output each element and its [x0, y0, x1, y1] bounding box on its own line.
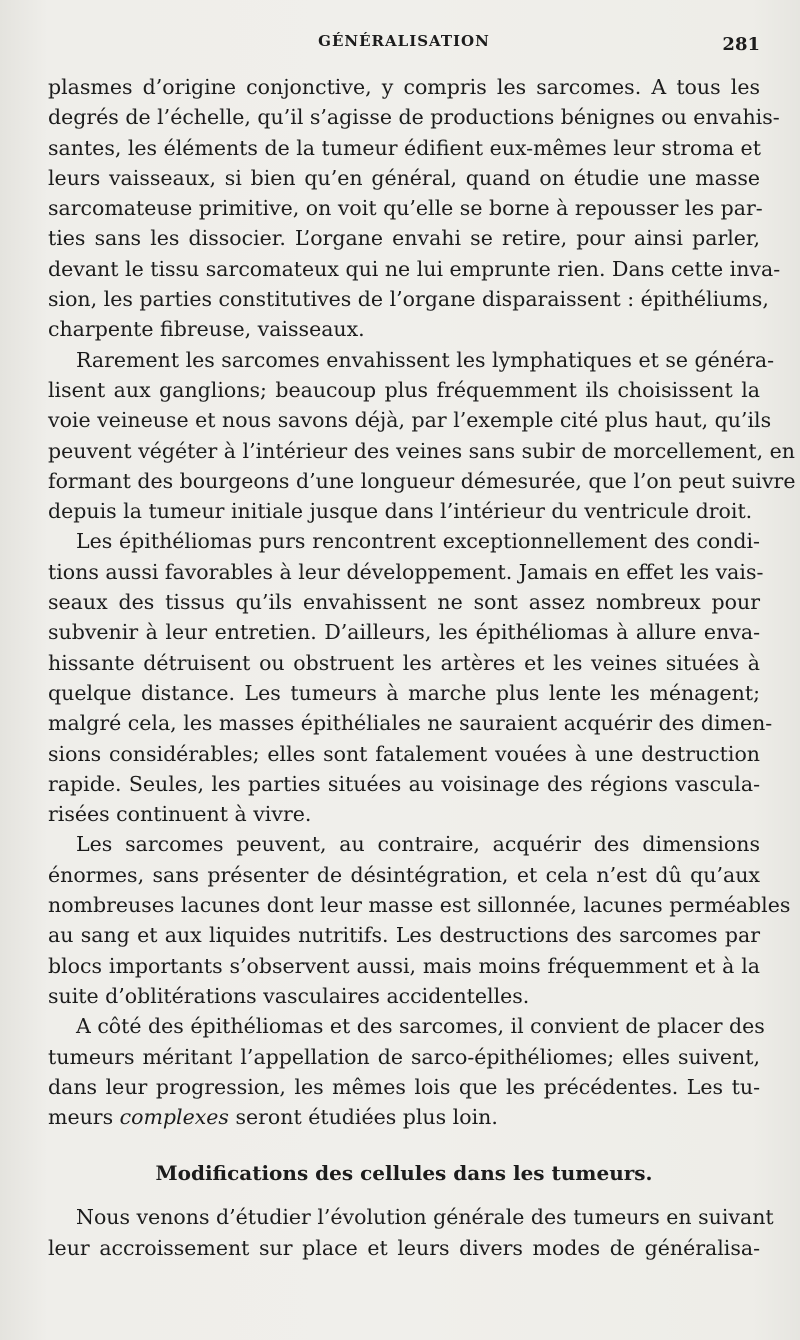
paragraph-4 [48, 829, 791, 1011]
text-line: Nous venons d’étudier l’évolution générale des tumeurs en suivant [76, 1205, 774, 1230]
text-line: sions considérables; elles sont fatalement vouées à une destruction [48, 741, 760, 766]
body-text [48, 72, 796, 1263]
running-title: GÉNÉRALISATION [318, 32, 490, 50]
text-line: tions aussi favorables à leur développement. Jamais en effet les vais- [48, 559, 764, 584]
text-line: seaux des tissus qu’ils envahissent ne sont assez nombreux pour [48, 590, 760, 615]
text-line: plasmes d’origine conjonctive, y compris les sarcomes. A tous les [48, 75, 760, 99]
text-line: sion, les parties constitutives de l’organe disparaissent : épithéliums, [48, 287, 769, 312]
text-line: santes, les éléments de la tumeur édifient eux-mêmes leur stroma et [48, 135, 761, 160]
paragraph-2 [48, 345, 796, 527]
text-line: degrés de l’échelle, qu’il s’agisse de productions bénignes ou envahis- [48, 105, 780, 130]
text-line: A côté des épithéliomas et des sarcomes, il convient de placer des [76, 1014, 765, 1039]
text-line: nombreuses lacunes dont leur masse est sillonnée, lacunes perméables [48, 893, 791, 918]
text-line: peuvent végéter à l’intérieur des veines sans subir de morcellement, en [48, 438, 795, 463]
text-line: au sang et aux liquides nutritifs. Les destructions des sarcomes par [48, 923, 760, 948]
paragraph-6 [48, 1202, 774, 1263]
text-line: malgré cela, les masses épithéliales ne sauraient acquérir des dimen- [48, 711, 773, 736]
text-line [48, 1102, 760, 1132]
text-span: meurs [48, 1105, 114, 1130]
text-line: voie veineuse et nous savons déjà, par l’exemple cité plus haut, qu’ils [48, 408, 772, 433]
text-line: rapide. Seules, les parties situées au voisinage des régions vascula- [48, 771, 760, 796]
text-line: Les sarcomes peuvent, au contraire, acquérir des dimensions [76, 832, 760, 857]
text-line: dans leur progression, les mêmes lois que les précédentes. Les tu- [48, 1074, 760, 1099]
text-line: Les épithéliomas purs rencontrent exceptionnellement des condi- [76, 529, 760, 554]
text-line: formant des bourgeons d’une longueur démesurée, que l’on peut suivre [48, 468, 796, 493]
text-line: risées continuent à vivre. [48, 802, 312, 827]
text-line: leurs vaisseaux, si bien qu’en général, quand on étudie une masse [48, 165, 760, 190]
text-line: blocs importants s’observent aussi, mais moins fréquemment et à la [48, 953, 760, 978]
text-span: seront étudiées plus loin. [235, 1105, 498, 1130]
text-line: hissante détruisent ou obstruent les artères et les veines situées à [48, 650, 760, 675]
paragraph-1 [48, 72, 781, 345]
text-line: subvenir à leur entretien. D’ailleurs, les épithéliomas à allure enva- [48, 620, 760, 645]
text-line: sarcomateuse primitive, on voit qu’elle se borne à repousser les par- [48, 196, 763, 221]
text-line: leur accroissement sur place et leurs divers modes de généralisa- [48, 1235, 760, 1260]
text-line: charpente fibreuse, vaisseaux. [48, 317, 365, 342]
section-heading: Modifications des cellules dans les tumeurs. [155, 1161, 653, 1186]
paragraph-3 [48, 526, 773, 829]
text-line: quelque distance. Les tumeurs à marche plus lente les ménagent; [48, 680, 760, 705]
text-line: suite d’oblitérations vasculaires accidentelles. [48, 983, 530, 1008]
italic-term: complexes [119, 1105, 229, 1130]
page-number: 281 [722, 34, 760, 55]
text-line: Rarement les sarcomes envahissent les lymphatiques et se généra- [76, 347, 775, 372]
paragraph-5 [48, 1011, 765, 1132]
text-line: devant le tissu sarcomateux qui ne lui emprunte rien. Dans cette inva- [48, 256, 781, 281]
text-line: énormes, sans présenter de désintégration, et cela n’est dû qu’aux [48, 862, 760, 887]
page-header [48, 32, 760, 62]
text-line: ties sans les dissocier. L’organe envahi se retire, pour ainsi parler, [48, 226, 760, 251]
text-line: tumeurs méritant l’appellation de sarco-épithéliomes; elles suivent, [48, 1044, 760, 1069]
text-line: depuis la tumeur initiale jusque dans l’intérieur du ventricule droit. [48, 499, 753, 524]
text-line: lisent aux ganglions; beaucoup plus fréquemment ils choisissent la [48, 377, 760, 402]
